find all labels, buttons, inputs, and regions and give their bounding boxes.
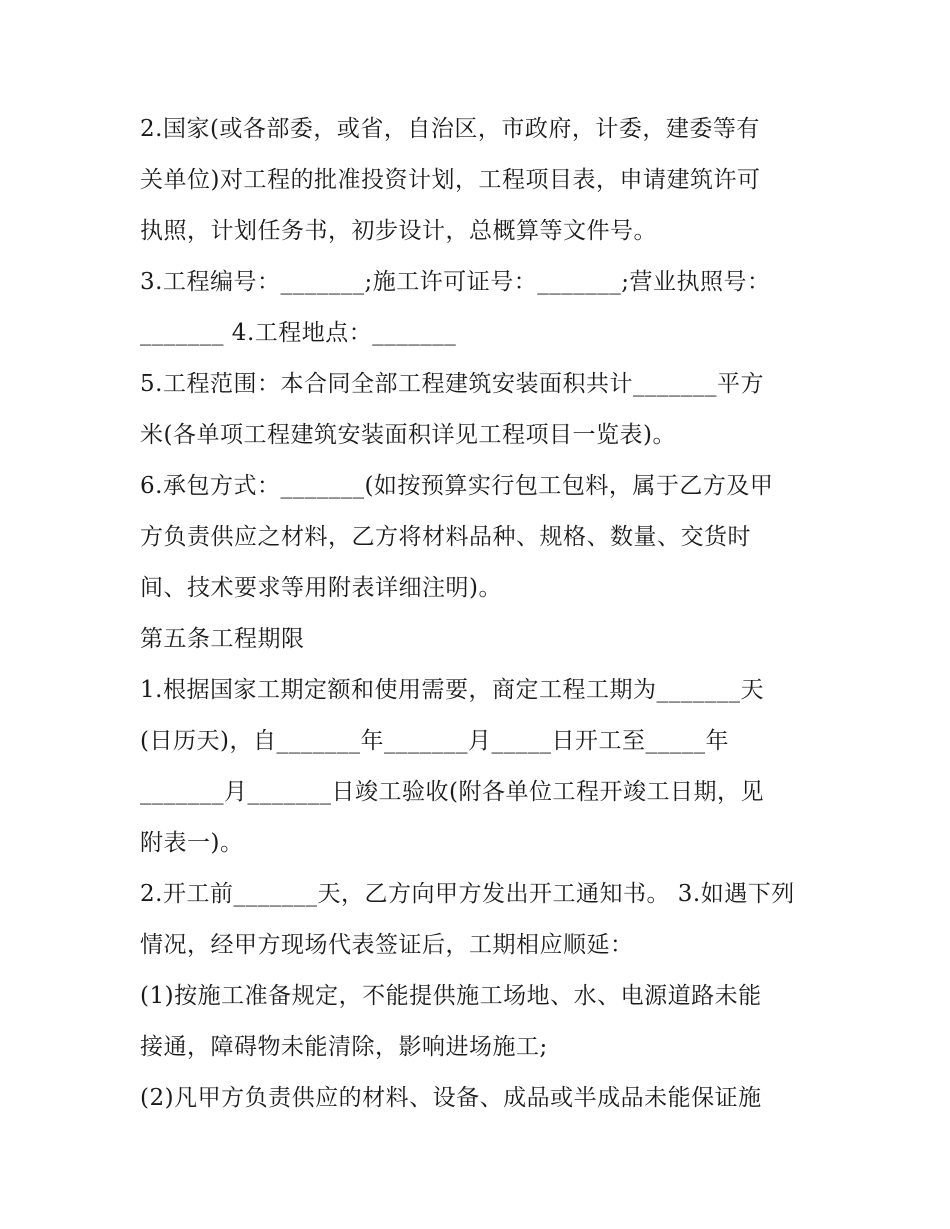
text-line-12: 1.根据国家工期定额和使用需要，商定工程工期为_______天 [140, 677, 764, 703]
text-line-8: 6.承包方式：_______(如按预算实行包工包料，属于乙方及甲 [140, 473, 774, 499]
text-line-14: _______月_______日竣工验收(附各单位工程开竣工日期，见 [140, 779, 764, 805]
text-line-9: 方负责供应之材料，乙方将材料品种、规格、数量、交货时 [140, 524, 751, 550]
text-line-10: 间、技术要求等用附表详细注明)。 [140, 575, 502, 601]
text-line-17: 情况，经甲方现场代表签证后，工期相应顺延： [140, 932, 634, 958]
text-line-16: 2.开工前_______天，乙方向甲方发出开工通知书。 3.如遇下列 [140, 881, 795, 907]
text-line-5: _______ 4.工程地点：_______ [140, 320, 457, 346]
text-line-18: (1)按施工准备规定，不能提供施工场地、水、电源道路未能 [140, 983, 762, 1009]
text-line-20: (2)凡甲方负责供应的材料、设备、成品或半成品未能保证施 [140, 1085, 762, 1111]
text-line-7: 米(各单项工程建筑安装面积详见工程项目一览表)。 [140, 422, 676, 448]
text-line-3: 执照，计划任务书，初步设计，总概算等文件号。 [140, 218, 657, 244]
text-line-6: 5.工程范围：本合同全部工程建筑安装面积共计_______平方 [140, 371, 764, 397]
text-line-13: (日历天)，自_______年_______月_____日开工至_____年 [140, 728, 729, 754]
text-line-1: 2.国家(或各部委，或省，自治区，市政府，计委，建委等有 [140, 116, 760, 142]
text-line-2: 关单位)对工程的批准投资计划，工程项目表，申请建筑许可 [140, 167, 761, 193]
section-heading: 第五条工程期限 [140, 626, 305, 652]
text-line-15: 附表一)。 [140, 830, 244, 856]
document-body [140, 104, 830, 1124]
text-line-4: 3.工程编号：_______;施工许可证号：_______;营业执照号： [140, 269, 771, 295]
text-line-19: 接通，障碍物未能清除，影响进场施工; [140, 1034, 548, 1060]
